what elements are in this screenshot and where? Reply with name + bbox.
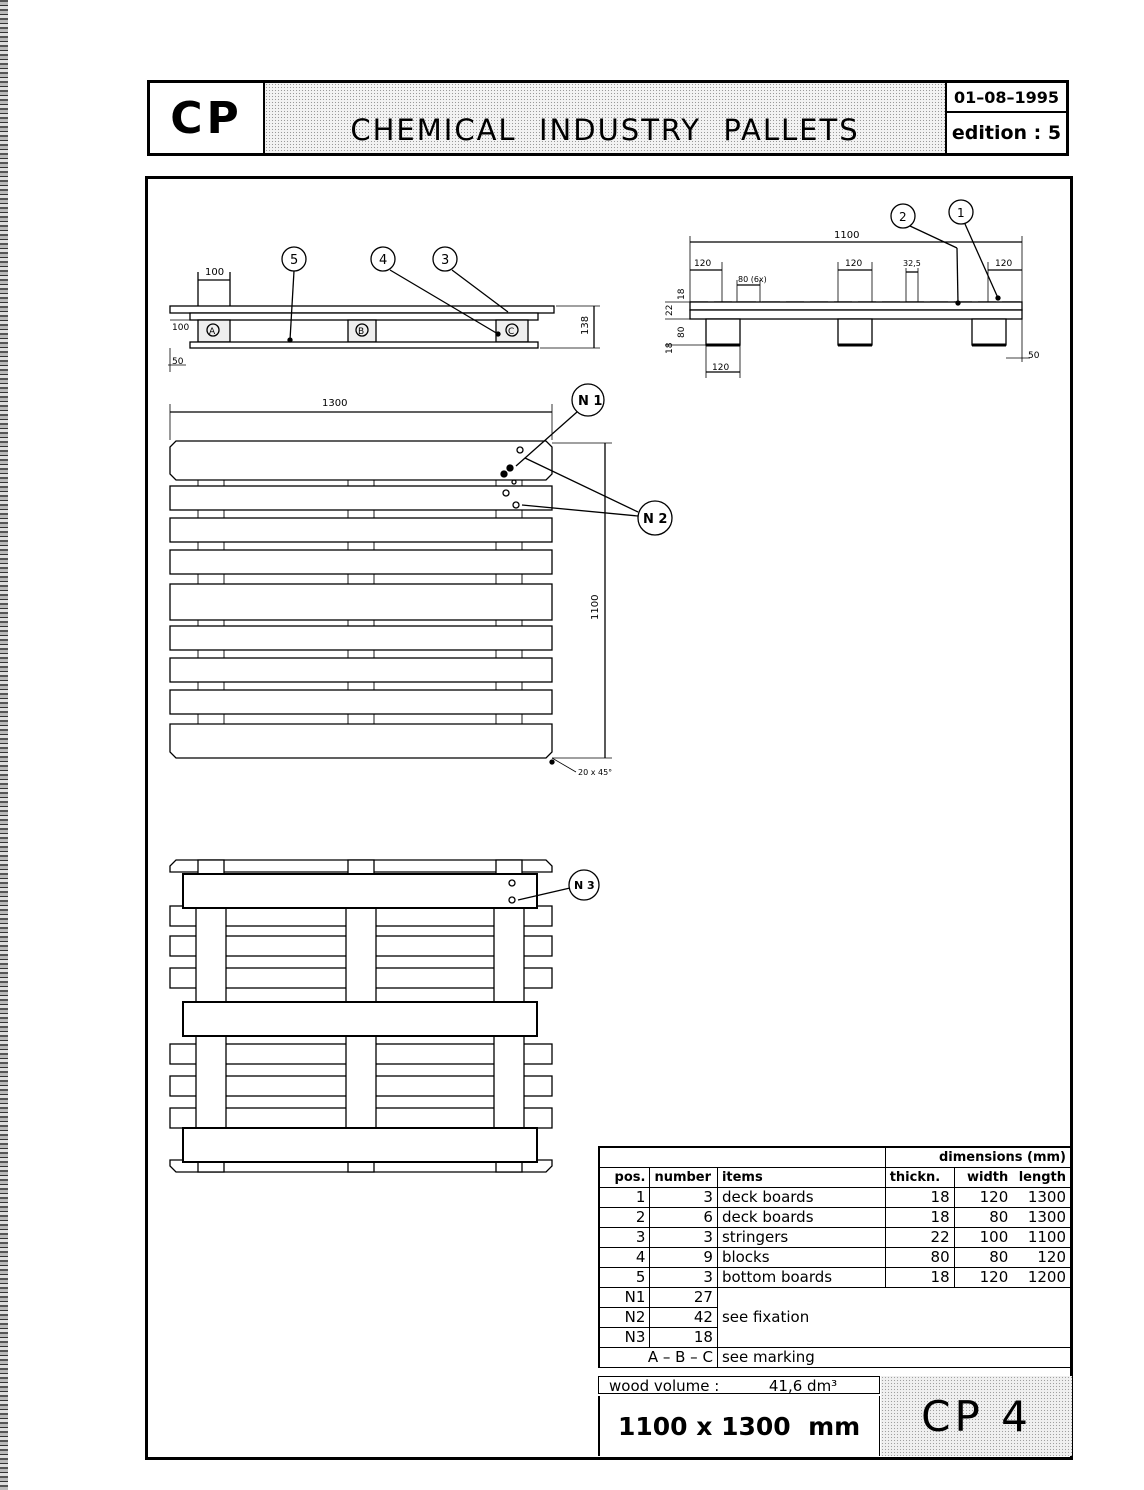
- bottom-view: [170, 860, 599, 1172]
- end-dim-80-6x: 80 (6x): [738, 275, 767, 284]
- side-dim-100-left: 100: [172, 323, 190, 333]
- table-row: 3 3 stringers 22 100 1100: [599, 1228, 1071, 1248]
- series-code: CP: [150, 83, 265, 153]
- wood-volume-label: wood volume :: [609, 1377, 720, 1395]
- callout-2: 2: [899, 210, 907, 224]
- table-footer: [598, 1376, 1072, 1456]
- block-label-a: A: [209, 327, 216, 337]
- end-dim-22: 22: [665, 304, 675, 316]
- callout-5: 5: [290, 253, 299, 268]
- callout-n1: N 1: [578, 394, 603, 409]
- col-items: items: [717, 1168, 885, 1188]
- end-dim-120-bottom: 120: [712, 363, 730, 373]
- col-length: length: [1012, 1168, 1071, 1188]
- end-dim-120-c: 120: [995, 259, 1013, 269]
- col-thickness: thickn.: [885, 1168, 954, 1188]
- block-label-b: B: [358, 327, 365, 337]
- callout-3: 3: [441, 253, 450, 268]
- end-dim-18-top: 18: [677, 288, 687, 300]
- table-row: N2 42: [599, 1308, 1071, 1328]
- side-dim-50: 50: [172, 357, 184, 367]
- marking-pos: A – B – C: [599, 1348, 717, 1368]
- chamfer-note: 20 x 45°: [578, 768, 613, 777]
- table-row: 2 6 deck boards 18 80 1300: [599, 1208, 1071, 1228]
- edition-field: edition : 5: [951, 122, 1062, 144]
- fixation-note: see fixation: [717, 1288, 1071, 1348]
- side-dim-100: 100: [205, 267, 225, 278]
- top-view: [170, 384, 672, 772]
- end-view: [665, 200, 1030, 378]
- end-dim-18-bot: 18: [665, 342, 675, 354]
- end-dim-120-b: 120: [845, 259, 863, 269]
- dimensions-header: dimensions (mm): [885, 1147, 1071, 1168]
- end-dim-32-5: 32,5: [903, 259, 921, 268]
- table-row: 1 3 deck boards 18 120 1300: [599, 1188, 1071, 1208]
- callout-1: 1: [957, 206, 965, 220]
- side-dim-138: 138: [580, 315, 591, 335]
- col-width: width: [954, 1168, 1012, 1188]
- wood-volume-value: 41,6 dm³: [768, 1377, 838, 1395]
- callout-n3: N 3: [574, 879, 595, 892]
- pallet-dimensions: 1100 x 1300 mm: [598, 1396, 880, 1456]
- table-row: 4 9 blocks 80 80 120: [599, 1248, 1071, 1268]
- page-title: CHEMICAL INDUSTRY PALLETS: [350, 113, 860, 147]
- table-row: N1 27 see fixation: [599, 1288, 1071, 1308]
- block-label-c: C: [508, 327, 515, 337]
- col-number: number: [650, 1168, 718, 1188]
- end-dim-80: 80: [677, 326, 687, 338]
- marking-note: see marking: [717, 1348, 1071, 1368]
- end-dim-50: 50: [1028, 351, 1040, 361]
- pallet-code: CP 4: [881, 1376, 1072, 1456]
- callout-n2: N 2: [643, 512, 668, 527]
- date-field: 01–08–1995: [947, 83, 1066, 113]
- end-dim-120-a: 120: [694, 259, 712, 269]
- col-pos: pos.: [599, 1168, 650, 1188]
- callout-4: 4: [379, 253, 388, 268]
- table-row: [599, 1348, 1071, 1368]
- wood-volume: [598, 1376, 880, 1394]
- table-row: N3 18: [599, 1328, 1071, 1348]
- top-dim-1100: 1100: [590, 594, 601, 620]
- table-row: 5 3 bottom boards 18 120 1200: [599, 1268, 1071, 1288]
- top-dim-1300: 1300: [322, 398, 348, 409]
- end-dim-1100: 1100: [834, 230, 860, 241]
